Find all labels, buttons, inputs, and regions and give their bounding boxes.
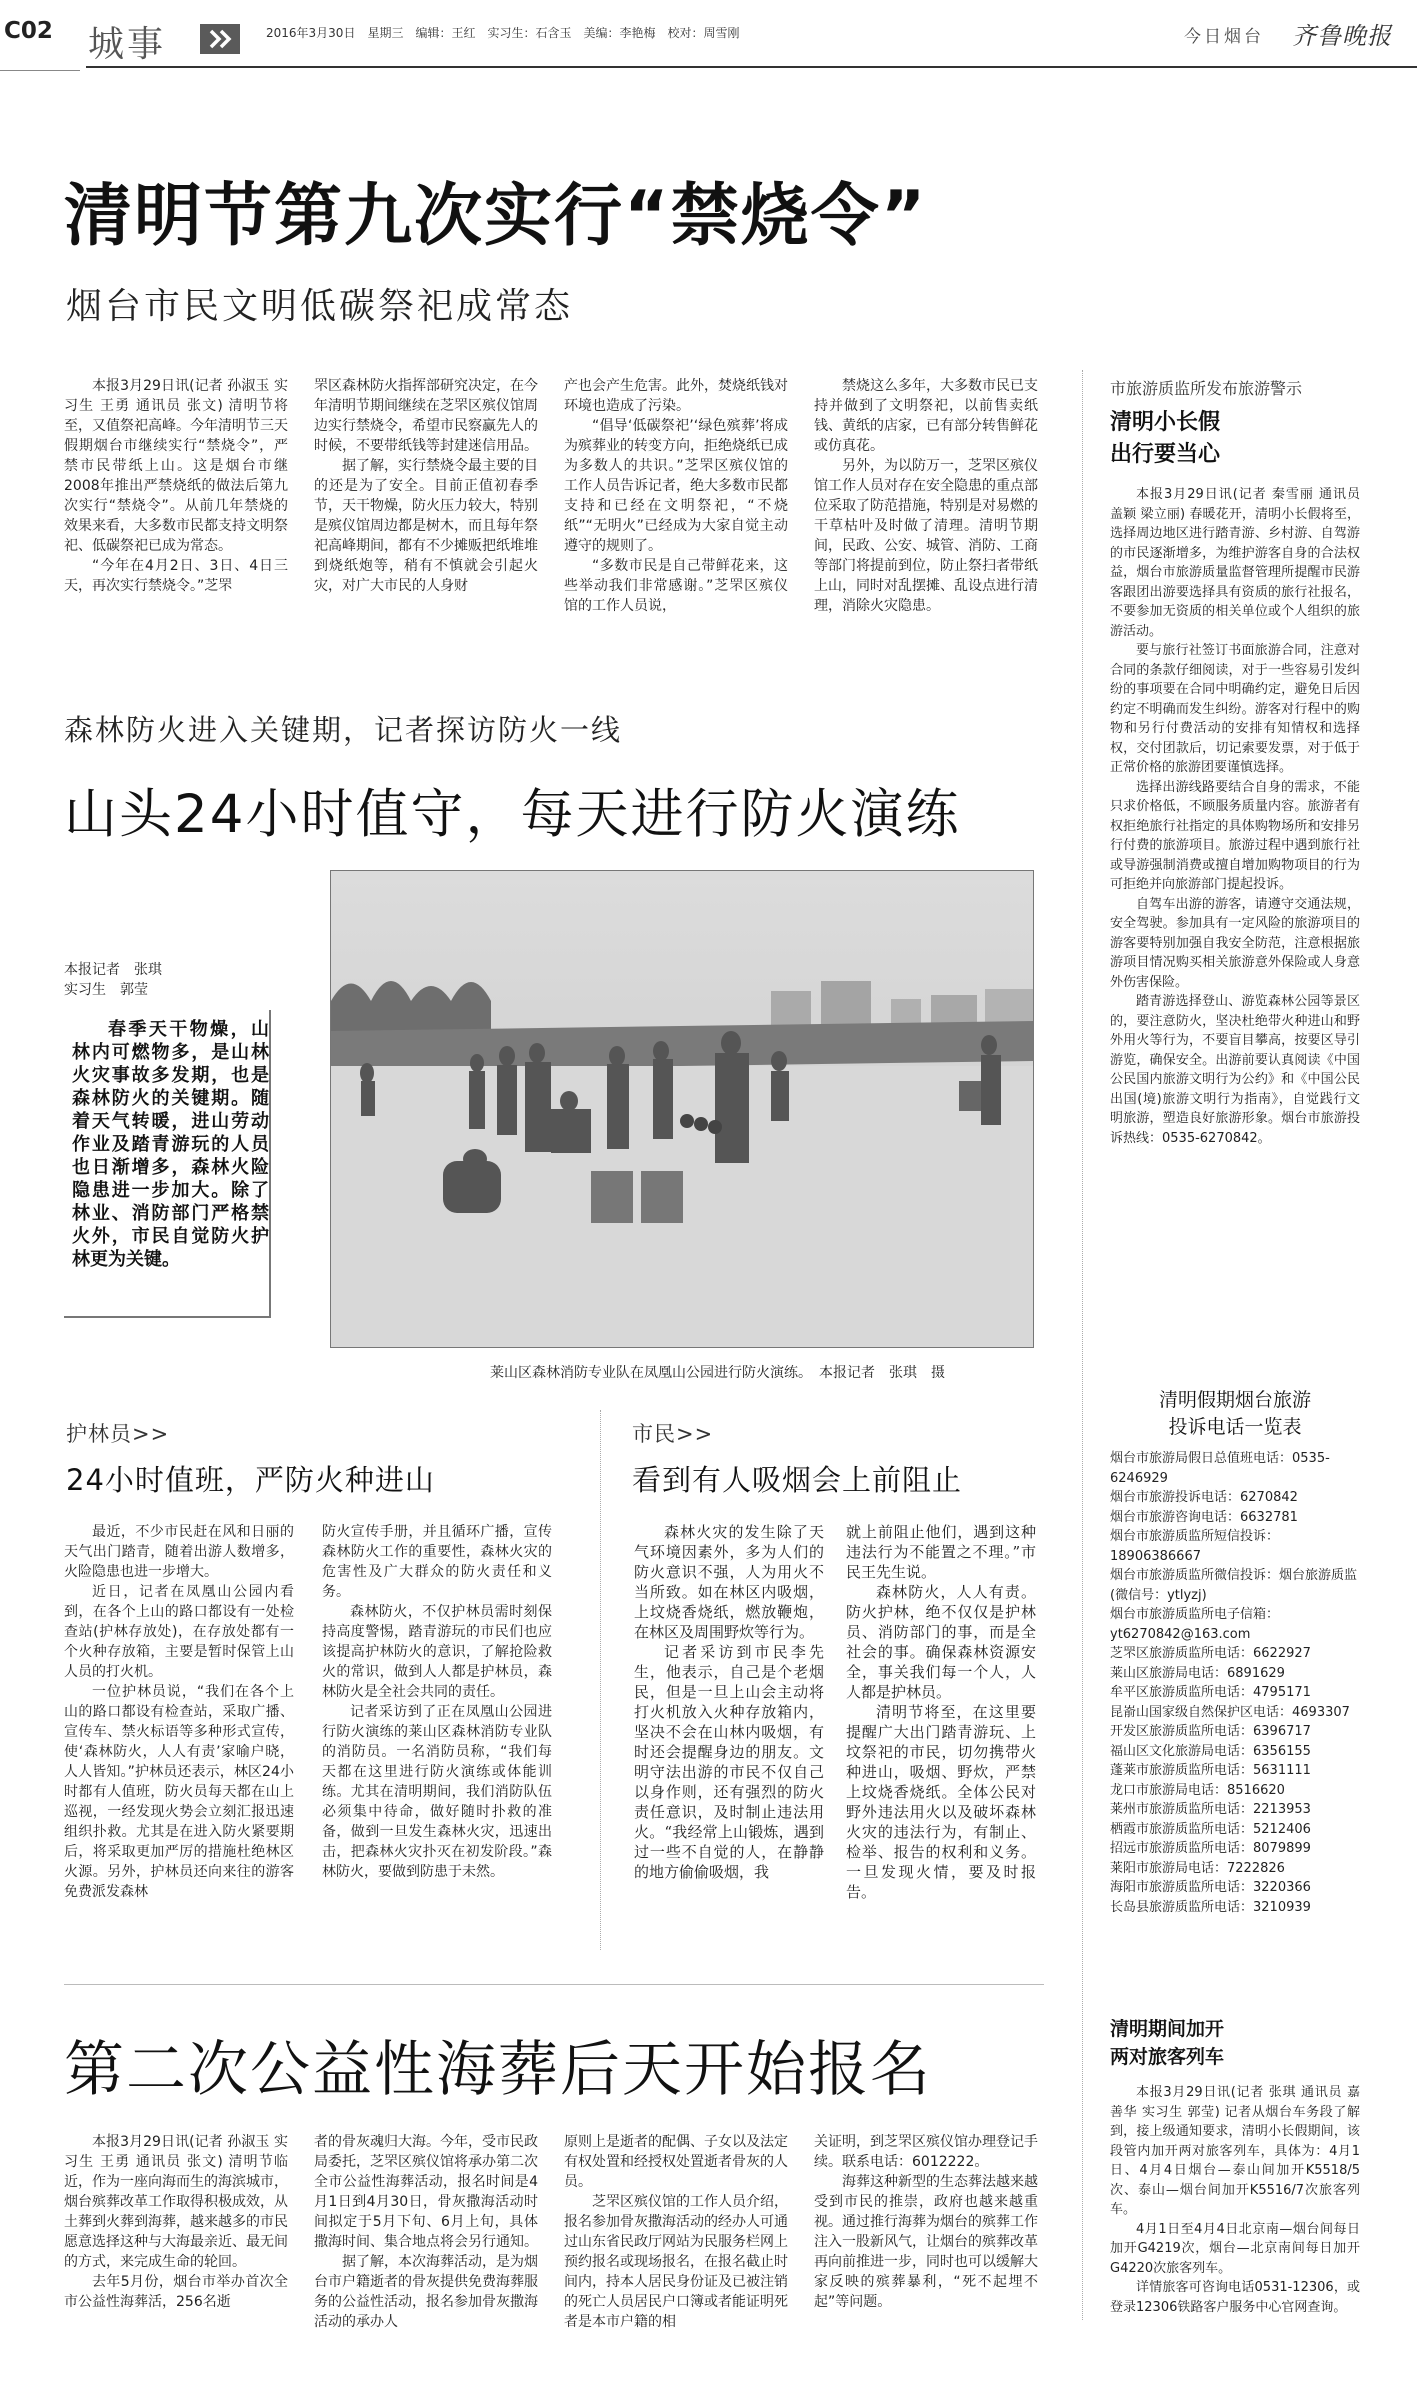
hotline-item: 龙口市旅游局电话：8516620 <box>1110 1782 1285 1798</box>
byline-reporter: 本报记者 张琪 <box>64 962 162 978</box>
train-title-line-1: 清明期间加开 <box>1110 2018 1225 2040</box>
paragraph: 去年5月份，烟台市举办首次全市公益性海葬活，256名逝 <box>64 2274 288 2310</box>
paragraph: 详情旅客可咨询电话0531-12306，或登录12306铁路客户服务中心官网查询。 <box>1110 2280 1360 2315</box>
paragraph: 踏青游选择登山、游览森林公园等景区的，要注意防火，坚决杜绝带火种进山和野外用火等行为，不要盲目攀高，按要区导引游览，确保安全。出游前要认真阅读《中国公民国内旅游文明行为公约》和《中国公民出国(境)旅游文明行为指南》，自觉践行文明旅游，塑造良好旅游形象。烟台市旅游投诉热线：0535-6270842。 <box>1110 994 1360 1146</box>
page-header <box>0 0 1417 80</box>
hotline-item: 莱阳市旅游局电话：7222826 <box>1110 1860 1285 1876</box>
paragraph: 清明节将至，在这里要提醒广大出门踏青游玩、上坟祭祀的市民，切勿携带火种进山，吸烟、野炊，严禁上坟烧香烧纸。全体公民对野外违法用火以及破坏森林火灾的违法行为，有制止、检举、报告的权利和义务。一旦发现火情，要及时报告。 <box>846 1703 1036 1901</box>
newspaper-logo: 齐鲁晚报 <box>1292 22 1392 50</box>
train-title-line-2: 两对旅客列车 <box>1110 2046 1225 2068</box>
paragraph: 本报3月29日讯(记者 秦雪丽 通讯员 盖颖 梁立丽) 春暖花开，清明小长假将至，选择周边地区进行踏青游、乡村游、自驾游的市民逐渐增多，为维护游客自身的合法权益，烟台市旅游质量监督管理所提醒市民游客跟团出游要选择具有资质的旅行社报名，不要参加无资质的相关单位或个人组织的旅游活动。 <box>1110 487 1360 639</box>
paragraph: 森林防火，不仅护林员需时刻保持高度警惕，踏青游玩的市民们也应该提高护林防火的意识，了解抢险救火的常识，做到人人都是护林员，森林防火是全社会共同的责任。 <box>322 1604 552 1700</box>
paragraph: “多数市民是自己带鲜花来，这些举动我们非常感谢。”芝罘区殡仪馆的工作人员说， <box>564 558 788 614</box>
paragraph: 4月1日至4月4日北京南—烟台间每日加开G4219次，烟台—北京南间每日加开G4220次旅客列车。 <box>1110 2221 1360 2276</box>
tourism-body <box>1110 485 1360 1375</box>
lead-text: 春季天干物燥，山林内可燃物多，是山林火灾事故多发期，也是森林防火的关键期。随着天气转暖，进山劳动作业及踏青游玩的人员也日渐增多，森林火险隐患进一步加大。除了林业、消防部门严格禁火外，市民自觉防火护林更为关键。 <box>72 1019 269 1270</box>
article-3-column-4 <box>814 2132 1038 2382</box>
hotline-item: 开发区旅游质监所电话：6396717 <box>1110 1724 1311 1739</box>
paragraph: 本报3月29日讯(记者 孙淑玉 实习生 王勇 通讯员 张文) 清明节临近，作为一座向海而生的海滨城市，烟台殡葬改革工作取得积极成效，从土葬到火葬到海葬，越来越多的市民愿意选择这种与大海最亲近、最无间的方式，来完成生命的轮回。 <box>64 2134 288 2270</box>
paragraph: 一位护林员说，“我们在各个上山的路口都设有检查站，采取广播、宣传车、禁火标语等多种形式宣传，使‘森林防火，人人有责’家喻户晓，人人皆知。”护林员还表示，林区24小时都有人值班，防火员每天都在山上巡视，一经发现火势会立刻汇报迅速组织扑救。尤其是在进入防火紧要期后，将采取更加严厉的措施杜绝林区火源。另外，护林员还向来往的游客免费派发森林 <box>64 1684 294 1900</box>
page-code: C02 <box>4 18 53 44</box>
sidebar <box>1110 376 1360 2376</box>
section-name: 城事 <box>88 24 167 65</box>
paragraph: 产也会产生危害。此外，焚烧纸钱对环境也造成了污染。 <box>564 378 788 414</box>
hotline-item: 海阳市旅游质监所电话：3220366 <box>1110 1880 1311 1895</box>
paragraph: 禁烧这么多年，大多数市民已支持并做到了文明祭祀，以前售卖纸钱、黄纸的店家，已有部分转售鲜花或仿真花。 <box>814 378 1038 454</box>
paragraph: 本报3月29日讯(记者 张琪 通讯员 嘉善华 实习生 郭莹) 记者从烟台车务段了解到，接上级通知要求，清明小长假期间，该段管内加开两对旅客列车，具体为：4月1日、4月4日烟台—泰山间加开K5518/5次、泰山—烟台间加开K5516/7次旅客列车。 <box>1110 2085 1360 2217</box>
paragraph: 海葬这种新型的生态葬法越来越受到市民的推崇，政府也越来越重视。通过推行海葬为烟台的殡葬工作注入一股新风气，让烟台的殡葬改革再向前推进一步，同时也可以缓解大家反映的殡葬暴利，“死不起埋不起”等问题。 <box>814 2174 1038 2310</box>
article-3-column-2 <box>314 2132 538 2382</box>
hotline-item: 烟台市旅游质监所电子信箱：yt6270842@163.com <box>1110 1607 1280 1642</box>
hotline-item: 莱山区旅游局电话：6891629 <box>1110 1665 1285 1681</box>
paragraph: 者的骨灰魂归大海。今年，受市民政局委托，芝罘区殡仪馆将承办第二次全市公益性海葬活动，报名时间是4月1日到4月30日，骨灰撒海活动时间拟定于5月下旬、6月上旬，具体撒海时间、集合地点将会另行通知。 <box>314 2134 538 2250</box>
column-separator <box>1082 370 1083 2320</box>
hotline-item: 长岛县旅游质监所电话：3210939 <box>1110 1899 1311 1915</box>
paragraph: 森林火灾的发生除了天气环境因素外，多为人们的防火意识不强，人为用火不当所致。如在林区内吸烟，上坟烧香烧纸，燃放鞭炮，在林区及周围野炊等行为。 <box>634 1523 824 1641</box>
hotline-item: 栖霞市旅游质监所电话：5212406 <box>1110 1821 1311 1837</box>
section-title-citizen: 看到有人吸烟会上前阻止 <box>632 1463 963 1497</box>
hotline-item: 莱州市旅游质监所电话：2213953 <box>1110 1802 1311 1817</box>
paragraph: 原则上是逝者的配偶、子女以及法定有权处置和经授权处置逝者骨灰的人员。 <box>564 2134 788 2190</box>
article-3-divider <box>64 1984 1044 1985</box>
article-1-column-4 <box>814 376 1038 640</box>
hotline-title-line-2: 投诉电话一览表 <box>1168 1416 1302 1438</box>
edition-label: 今日烟台 <box>1184 27 1264 47</box>
paragraph: 防火宣传手册，并且循环广播，宣传森林防火工作的重要性，森林火灾的危害性及广大群众的防火责任和义务。 <box>322 1524 552 1600</box>
article-3-title: 第二次公益性海葬后天开始报名 <box>64 2035 932 2105</box>
tourism-kicker: 市旅游质监所发布旅游警示 <box>1110 379 1303 398</box>
photo-caption: 莱山区森林消防专业队在凤凰山公园进行防火演练。 本报记者 张琪 摄 <box>490 1365 945 1381</box>
hotline-item: 烟台市旅游局假日总值班电话：0535-6246929 <box>1110 1451 1330 1486</box>
paragraph: 选择出游线路要结合自身的需求，不能只求价格低，不顾服务质量内容。旅游者有权拒绝旅行社指定的具体购物场所和安排另行付费的旅游项目。旅游过程中遇到旅行社或导游强制消费或擅自增加购物项目的行为可拒绝并向旅游部门提起投诉。 <box>1110 779 1360 892</box>
tourism-title-line-2: 出行要当心 <box>1110 442 1221 467</box>
article-1-title: 清明节第九次实行“禁烧令” <box>64 177 928 256</box>
hotline-item: 烟台市旅游质监所短信投诉：18906386667 <box>1110 1529 1280 1564</box>
citizen-column-2 <box>846 1522 1036 1942</box>
paragraph: “倡导‘低碳祭祀’‘绿色殡葬’将成为殡葬业的转变方向，拒绝烧纸已成为多数人的共识。”芝罘区殡仪馆的工作人员告诉记者，绝大多数市民都支持和已经在文明祭祀，“不烧纸”“无明火”已经成为大家自觉主动遵守的规则了。 <box>564 418 788 554</box>
hotline-title <box>1110 1387 1360 1441</box>
paragraph: 罘区森林防火指挥部研究决定，在今年清明节期间继续在芝罘区殡仪馆周边实行禁烧令，希望市民察赢先人的时候，不要带纸钱等封建迷信用品。 <box>314 378 538 454</box>
article-3-column-3 <box>564 2132 788 2382</box>
hotline-item: 昆嵛山国家级自然保护区电话：4693307 <box>1110 1704 1350 1720</box>
paragraph: 记者采访到了正在凤凰山公园进行防火演练的莱山区森林消防专业队的消防员。一名消防员称，“我们每天都在这里进行防火演练或体能训练。尤其在清明期间，我们消防队伍必须集中待命，做好随时扑救的准备，做到一旦发生森林火灾，迅速出击，把森林火灾扑灭在初发阶段。”森林防火，要做到防患于未然。 <box>322 1704 552 1880</box>
hotline-list <box>1110 1449 1360 1989</box>
double-chevron-icon <box>200 24 240 54</box>
section-separator <box>600 1410 601 1950</box>
hotline-item: 牟平区旅游质监所电话：4795171 <box>1110 1685 1311 1700</box>
article-1-column-2 <box>314 376 538 640</box>
train-body <box>1110 2083 1360 2363</box>
paragraph: 另外，为以防万一，芝罘区殡仪馆工作人员对存在安全隐患的重点部位采取了防范措施，特别是对易燃的干草枯叶及时做了清理。清明节期间，民政、公安、城管、消防、工商等部门将提前到位，防止祭扫者带纸上山，同时对乱摆摊、乱设点进行清理，消除火灾隐患。 <box>814 458 1038 614</box>
article-1-column-1 <box>64 376 288 640</box>
train-title <box>1110 2015 1360 2071</box>
paragraph: “今年在4月2日、3日、4日三天，再次实行禁烧令。”芝罘 <box>64 558 288 594</box>
paragraph: 本报3月29日讯(记者 孙淑玉 实习生 王勇 通讯员 张文) 清明节将至，又值祭祀高峰。今年清明节三天假期烟台市继续实行“禁烧令”，严禁市民带纸上山。这是烟台市继2008年推出严禁烧纸的做法后第九次实行“禁烧令”。从前几年禁烧的效果来看，大多数市民都支持文明祭祀、低碳祭祀已成为常态。 <box>64 378 288 554</box>
lead-box <box>64 1010 271 1318</box>
fire-drill-photo <box>330 870 1034 1348</box>
citizen-column-1 <box>634 1522 824 1942</box>
hotline-item: 福山区文化旅游局电话：6356155 <box>1110 1743 1311 1759</box>
hotline-item: 烟台市旅游投诉电话：6270842 <box>1110 1490 1298 1505</box>
tourism-title-line-1: 清明小长假 <box>1110 410 1221 435</box>
paragraph: 记者采访到市民李先生，他表示，自己是个老烟民，但是一旦上山会主动将打火机放入火种存放箱内，坚决不会在山林内吸烟，有时还会提醒身边的朋友。文明守法出游的市民不仅自己以身作则，还有强烈的防火责任意识，及时制止违法用火。“我经常上山锻炼，遇到过一些不自觉的人，在静静的地方偷偷吸烟，我 <box>634 1643 824 1881</box>
byline <box>64 960 162 1000</box>
paragraph: 最近，不少市民赶在风和日丽的天气出门踏青，随着出游人数增多，火险隐患也进一步增大。 <box>64 1524 294 1580</box>
hotline-item: 烟台市旅游咨询电话：6632781 <box>1110 1509 1298 1525</box>
article-1-column-3 <box>564 376 788 640</box>
hotline-item: 招远市旅游质监所电话：8079899 <box>1110 1841 1311 1856</box>
paragraph: 芝罘区殡仪馆的工作人员介绍，报名参加骨灰撒海活动的经办人可通过山东省民政厅网站为民服务栏网上预约报名或现场报名，在报名截止时间内，持本人居民身份证及已被注销的死亡人员居民户口簿或者能证明死者是本市户籍的相 <box>564 2194 788 2330</box>
article-3-column-1 <box>64 2132 288 2382</box>
article-2-title: 山头24小时值守，每天进行防火演练 <box>64 784 961 845</box>
paragraph: 近日，记者在凤凰山公园内看到，在各个上山的路口都设有一处检查站(护林存放处)，在存放处都有一个火种存放箱，主要是暂时保管上山人员的打火机。 <box>64 1584 294 1680</box>
hotline-item: 烟台市旅游质监所微信投诉：烟台旅游质监(微信号：ytlyzj) <box>1110 1568 1358 1603</box>
paragraph: 据了解，本次海葬活动，是为烟台市户籍逝者的骨灰提供免费海葬服务的公益性活动，报名参加骨灰撒海活动的承办人 <box>314 2254 538 2330</box>
hotline-title-line-1: 清明假期烟台旅游 <box>1158 1389 1311 1411</box>
paragraph: 就上前阻止他们，遇到这种违法行为不能置之不理。”市民王先生说。 <box>846 1523 1036 1581</box>
header-divider <box>86 66 1417 68</box>
paragraph: 自驾车出游的游客，请遵守交通法规，安全驾驶。参加具有一定风险的旅游项目的游客要特别加强自我安全防范，注意根据旅游项目情况购买相关旅游意外保险或人身意外伤害保险。 <box>1110 896 1360 990</box>
ranger-column-1 <box>64 1522 294 1942</box>
header-divider-thin <box>0 70 80 71</box>
article-1-subtitle: 烟台市民文明低碳祭祀成常态 <box>66 286 574 327</box>
tourism-title <box>1110 407 1360 471</box>
paragraph: 关证明，到芝罘区殡仪馆办理登记手续。联系电话：6012222。 <box>814 2134 1038 2170</box>
section-title-ranger: 24小时值班，严防火种进山 <box>66 1463 435 1497</box>
byline-intern: 实习生 郭莹 <box>64 982 148 998</box>
ranger-column-2 <box>322 1522 552 1942</box>
paragraph: 要与旅行社签订书面旅游合同，注意对合同的条款仔细阅读，对于一些容易引发纠纷的事项要在合同中明确约定，避免日后因约定不明确而发生纠纷。游客对行程中的购物和另行付费活动的安排有知情权和选择权，交付团款后，切记索要发票，对于低于正常价格的旅游团要谨慎选择。 <box>1110 643 1360 775</box>
paragraph: 据了解，实行禁烧令最主要的目的还是为了安全。目前正值初春季节，天干物燥，防火压力较大，特别是殡仪馆周边都是树木，而且每年祭祀高峰期间，都有不少摊贩把纸堆堆到烧纸炮等，稍有不慎就会引起火灾，对广大市民的人身财 <box>314 458 538 594</box>
hotline-item: 蓬莱市旅游质监所电话：5631111 <box>1110 1763 1311 1778</box>
header-meta: 2016年3月30日 星期三 编辑：王红 实习生：石含玉 美编：李艳梅 校对：周雪刚 <box>266 26 740 40</box>
section-label-citizen: 市民>> <box>632 1422 714 1446</box>
article-2-kicker: 森林防火进入关键期，记者探访防火一线 <box>64 713 623 747</box>
paragraph: 森林防火，人人有责。防火护林，绝不仅仅是护林员、消防部门的事，而是全社会的事。确保森林资源安全，事关我们每一个人，人人都是护林员。 <box>846 1583 1036 1701</box>
hotline-item: 芝罘区旅游质监所电话：6622927 <box>1110 1646 1311 1661</box>
section-label-ranger: 护林员>> <box>66 1422 170 1446</box>
